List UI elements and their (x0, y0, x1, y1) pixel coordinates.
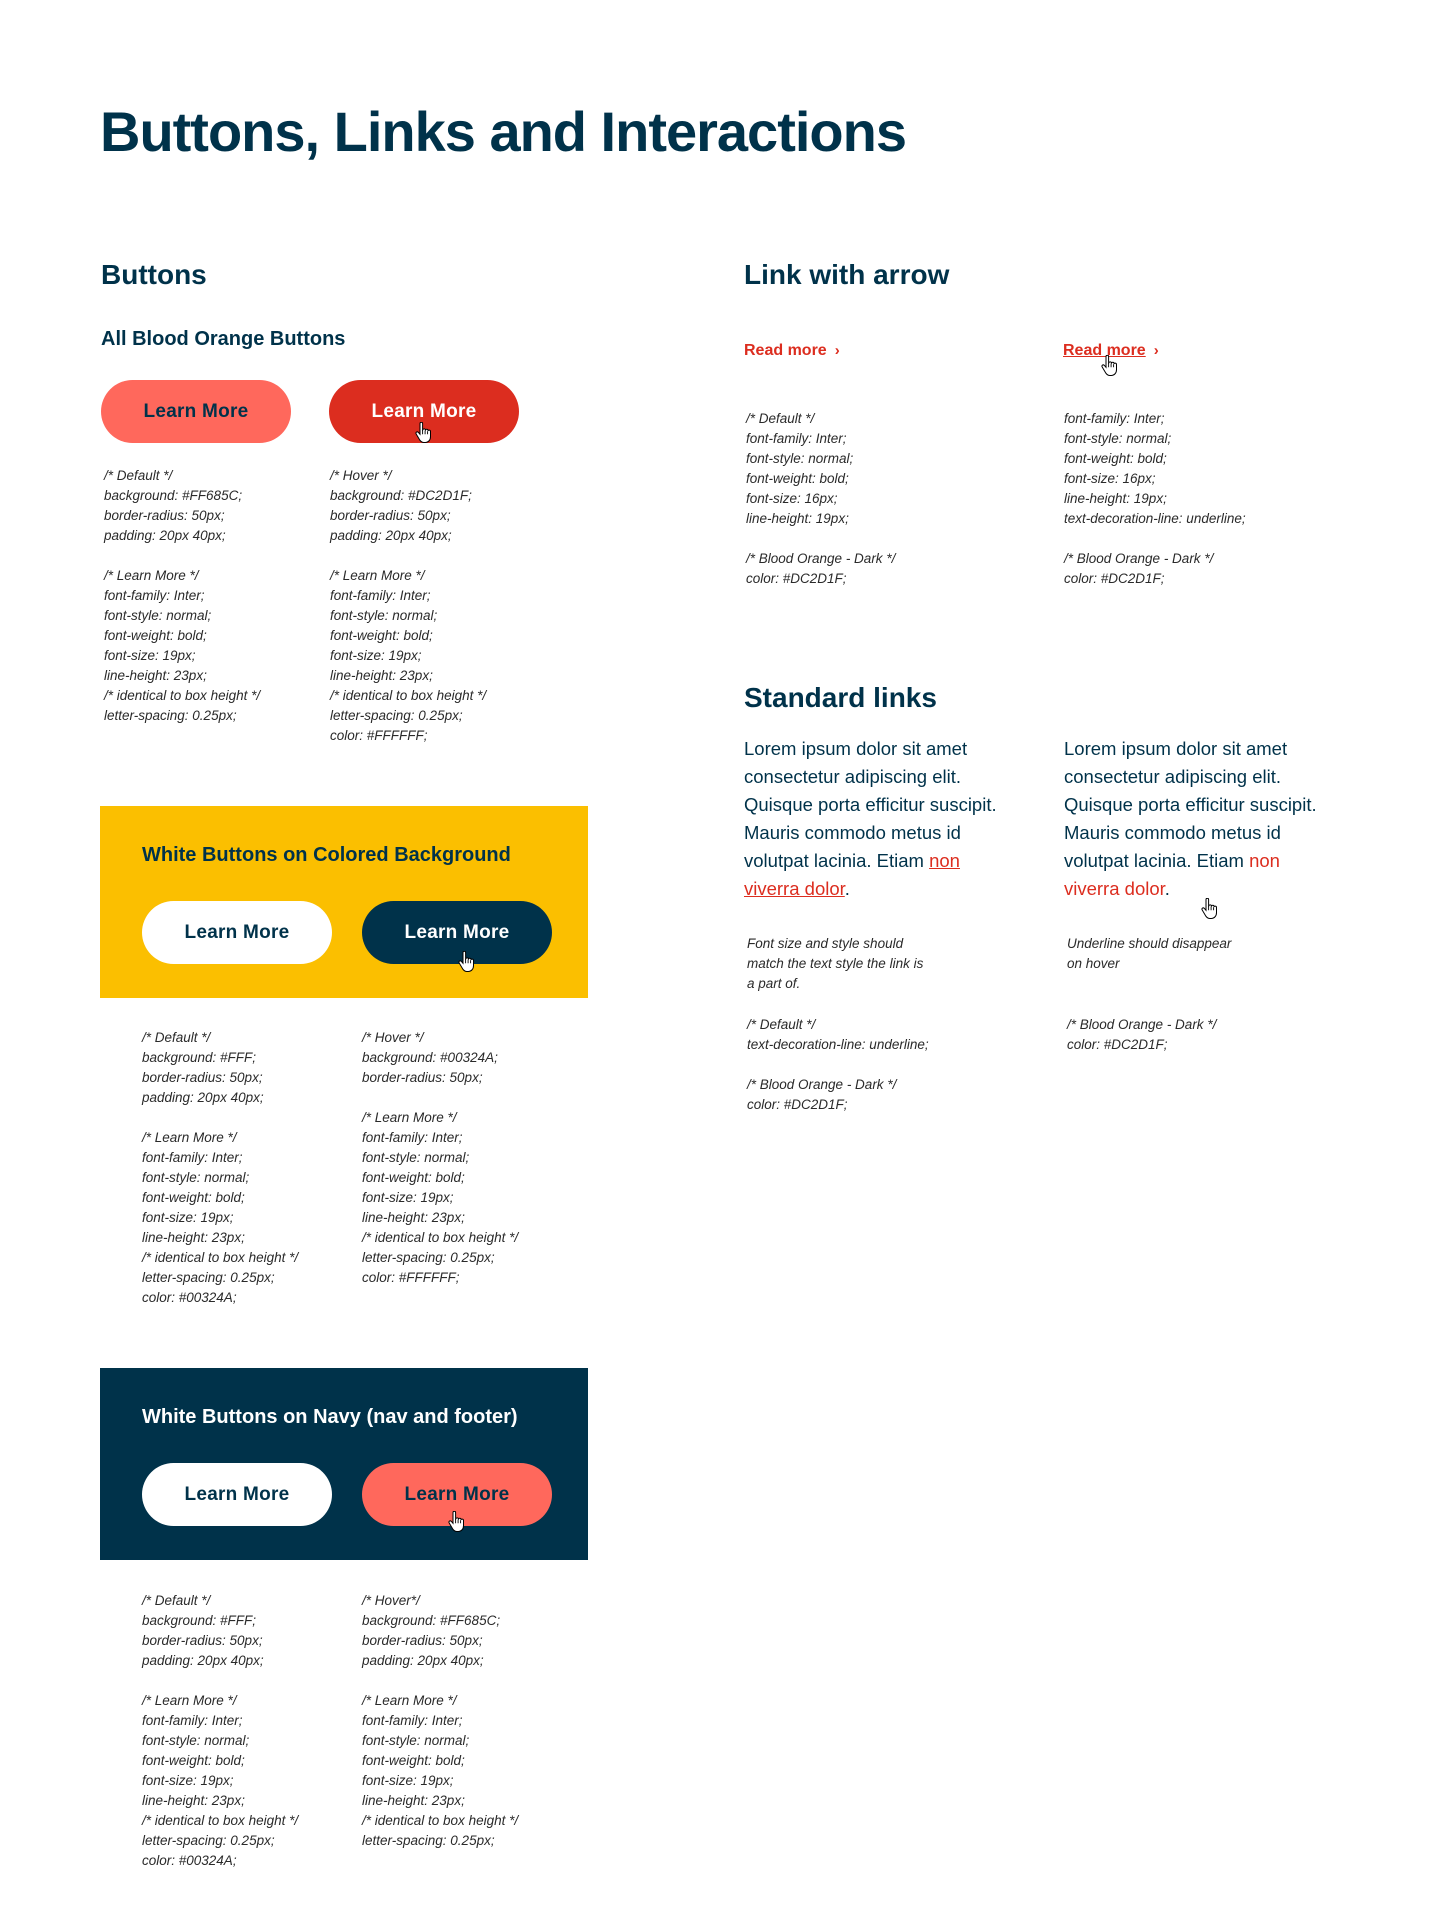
standard-link-default-css: /* Default */ text-decoration-line: underline; /* Blood Orange - Dark */ color: #DC2D1F; (747, 1017, 929, 1112)
navy-learn-more-default-button[interactable]: Learn More (142, 1463, 332, 1526)
standard-link-paragraph-default (744, 735, 1004, 903)
chevron-right-icon: › (834, 342, 840, 359)
orange-default-css: /* Default */ background: #FF685C; border-radius: 50px; padding: 20px 40px; /* Learn More */ font-family: Inter; font-style: normal; font-weight: bold; font-size: 19px; line-height: 23px; /* identical to box height */ letter-spacing: 0.25px; (104, 468, 261, 723)
chevron-right-icon: › (1153, 342, 1159, 359)
page-title: Buttons, Links and Interactions (100, 100, 906, 163)
paragraph-trailing: . (844, 878, 850, 899)
hand-cursor-icon (1100, 355, 1118, 377)
standard-links-heading: Standard links (744, 682, 937, 713)
paragraph-text: Lorem ipsum dolor sit amet consectetur adipiscing elit. Quisque porta efficitur suscipit. Mauris commodo metus id volutpat lacinia. Etiam (744, 738, 997, 871)
colored-bg-title: White Buttons on Colored Background (142, 844, 511, 866)
hand-cursor-icon (457, 951, 475, 973)
standard-link-default-note: Font size and style should match the text style the link is a part of. (747, 936, 924, 991)
read-more-default-css: /* Default */ font-family: Inter; font-style: normal; font-weight: bold; font-size: 16px; line-height: 19px; /* Blood Orange - Dark */ color: #DC2D1F; (746, 411, 896, 586)
orange-buttons-subheading: All Blood Orange Buttons (101, 328, 346, 350)
navy-bg-default-css: /* Default */ background: #FFF; border-radius: 50px; padding: 20px 40px; /* Learn More */ font-family: Inter; font-style: normal; font-weight: bold; font-size: 19px; line-height: 23px; /* identical to box height */ letter-spacing: 0.25px; color: #00324A; (142, 1593, 299, 1868)
read-more-label: Read more (1063, 342, 1146, 359)
non-viverra-dolor-link-hover[interactable]: non viverra dolor (1064, 850, 1280, 899)
hand-cursor-icon (414, 422, 432, 444)
navy-bg-hover-css: /* Hover*/ background: #FF685C; border-radius: 50px; padding: 20px 40px; /* Learn More */ font-family: Inter; font-style: normal; font-weight: bold; font-size: 19px; line-height: 23px; /* identical to box height */ letter-spacing: 0.25px; (362, 1593, 519, 1848)
read-more-hover-css: font-family: Inter; font-style: normal; font-weight: bold; font-size: 16px; line-height: 19px; text-decoration-line: underline; /* Blood Orange - Dark */ color: #DC2D1F; (1064, 411, 1246, 586)
colored-bg-learn-more-default-button[interactable]: Learn More (142, 901, 332, 964)
standard-link-paragraph-hover (1064, 735, 1324, 903)
paragraph-text: Lorem ipsum dolor sit amet consectetur adipiscing elit. Quisque porta efficitur suscipit. Mauris commodo metus id volutpat lacinia. Etiam (1064, 738, 1317, 871)
read-more-default-link[interactable] (744, 341, 840, 360)
hand-cursor-icon (1200, 898, 1218, 920)
standard-link-hover-css: /* Blood Orange - Dark */ color: #DC2D1F; (1067, 1017, 1217, 1052)
orange-learn-more-default-button[interactable]: Learn More (101, 380, 291, 443)
paragraph-trailing: . (1164, 878, 1170, 899)
standard-link-hover-note: Underline should disappear on hover (1067, 936, 1232, 971)
orange-learn-more-hover-button[interactable]: Learn More (329, 380, 519, 443)
colored-bg-learn-more-hover-button[interactable]: Learn More (362, 901, 552, 964)
non-viverra-dolor-link[interactable]: non viverra dolor (744, 850, 960, 899)
navy-bg-title: White Buttons on Navy (nav and footer) (142, 1406, 518, 1428)
colored-bg-hover-css: /* Hover */ background: #00324A; border-radius: 50px; /* Learn More */ font-family: Inter; font-style: normal; font-weight: bold; font-size: 19px; line-height: 23px; /* identical to box height */ letter-spacing: 0.25px; color: #FFFFFF; (362, 1030, 519, 1285)
orange-hover-css: /* Hover */ background: #DC2D1F; border-radius: 50px; padding: 20px 40px; /* Learn More */ font-family: Inter; font-style: normal; font-weight: bold; font-size: 19px; line-height: 23px; /* identical to box height */ letter-spacing: 0.25px; color: #FFFFFF; (330, 468, 487, 743)
buttons-heading: Buttons (101, 259, 207, 290)
colored-bg-default-css: /* Default */ background: #FFF; border-radius: 50px; padding: 20px 40px; /* Learn More */ font-family: Inter; font-style: normal; font-weight: bold; font-size: 19px; line-height: 23px; /* identical to box height */ letter-spacing: 0.25px; color: #00324A; (142, 1030, 299, 1305)
read-more-label: Read more (744, 342, 827, 359)
link-arrow-heading: Link with arrow (744, 259, 950, 290)
navy-learn-more-hover-button[interactable]: Learn More (362, 1463, 552, 1526)
hand-cursor-icon (447, 1511, 465, 1533)
